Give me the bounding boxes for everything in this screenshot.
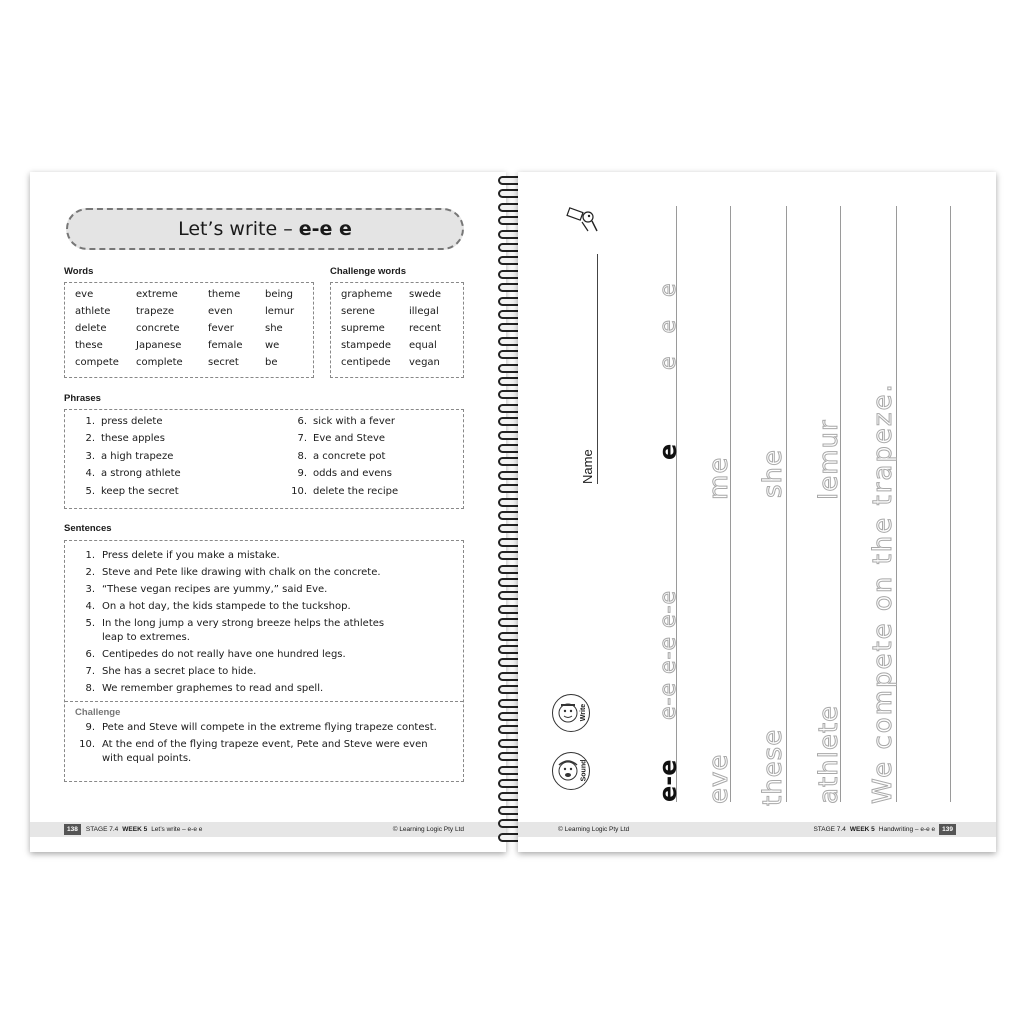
word: even <box>208 306 233 317</box>
challenge-word: stampede <box>341 340 391 351</box>
challenge-label: Challenge <box>65 701 463 719</box>
phrase-item: 10. delete the recipe <box>291 485 399 497</box>
word: being <box>265 289 293 300</box>
mascot-icon <box>564 204 600 234</box>
word: trapeze <box>136 306 175 317</box>
phrase-item: 2. these apples <box>85 433 165 445</box>
phrase-item: 4. a strong athlete <box>85 468 181 480</box>
sentence-item: 3. “These vegan recipes are yummy,” said Eve. <box>85 584 328 595</box>
phrase-item: 7. Eve and Steve <box>297 433 386 445</box>
title-text: Let’s write – <box>178 218 293 240</box>
sentences-box <box>64 540 464 782</box>
challenge-word: serene <box>341 306 375 317</box>
right-footer <box>518 822 996 837</box>
footer-stage: STAGE 7.4 <box>85 826 119 833</box>
sentence-item: 10. At the end of the flying trapeze event, Pete and Steve were even with equal points. <box>79 739 428 764</box>
challenge-word: recent <box>409 323 441 334</box>
word: eve <box>75 289 94 300</box>
right-page <box>518 172 996 852</box>
trace-word: athlete <box>814 704 844 804</box>
phrase-item: 3. a high trapeze <box>85 450 174 462</box>
word: she <box>265 323 283 334</box>
words-column <box>65 283 126 369</box>
sentence-item: 9. Pete and Steve will compete in the extreme flying trapeze contest. <box>85 722 437 733</box>
sentences-label: Sentences <box>64 523 112 534</box>
word: extreme <box>136 289 178 300</box>
word: fever <box>208 323 234 334</box>
footer-copyright: © Learning Logic Pty Ltd <box>392 826 464 833</box>
word: female <box>208 340 243 351</box>
sentence-item: 1. Press delete if you make a mistake. <box>85 550 280 561</box>
phrases-list <box>271 410 461 503</box>
trace-word: eve <box>704 753 734 804</box>
challenge-word: grapheme <box>341 289 393 300</box>
word: be <box>265 357 278 368</box>
words-box <box>64 282 314 378</box>
word: compete <box>75 357 119 368</box>
words-label: Words <box>64 266 94 277</box>
page-number: 139 <box>939 824 956 835</box>
trace-word: she <box>758 448 788 498</box>
footer-copyright: © Learning Logic Pty Ltd <box>558 826 630 833</box>
challenge-words-column <box>331 283 399 369</box>
challenge-words-column <box>399 283 459 369</box>
word: we <box>265 340 280 351</box>
footer-stage: STAGE 7.4 <box>813 826 846 833</box>
footer-week: WEEK 5 <box>122 826 148 833</box>
phrase-item: 5. keep the secret <box>85 485 179 497</box>
model-e-e: e-e <box>654 759 682 802</box>
challenge-word: swede <box>409 289 442 300</box>
write-badge <box>552 694 590 732</box>
words-column <box>255 283 310 369</box>
words-column <box>126 283 198 369</box>
trace-word: me <box>704 456 734 500</box>
footer-section: Handwriting – e-e e <box>878 826 936 833</box>
footer-section: Let’s write – e-e e <box>151 826 203 833</box>
sentences-list <box>65 541 463 697</box>
name-label: Name <box>580 449 595 484</box>
phrase-item: 1. press delete <box>85 416 163 427</box>
word: lemur <box>265 306 295 317</box>
trace-word: lemur <box>814 419 844 500</box>
word: delete <box>75 323 107 334</box>
sentence-item: 6. Centipedes do not really have one hundred legs. <box>85 649 346 660</box>
challenge-word: supreme <box>341 323 385 334</box>
word: these <box>75 340 103 351</box>
guide-line <box>786 206 787 802</box>
sentence-item: 5. In the long jump a very strong breeze helps the athletes leap to extremes. <box>85 618 385 643</box>
left-footer <box>30 822 506 837</box>
sound-badge <box>552 752 590 790</box>
word: complete <box>136 357 183 368</box>
title-grapheme: e-e e <box>298 218 352 240</box>
word: concrete <box>136 323 180 334</box>
word: Japanese <box>136 340 182 351</box>
trace-e: e e e <box>656 275 681 370</box>
guide-line <box>950 206 951 802</box>
model-e: e <box>654 443 682 460</box>
word: theme <box>208 289 241 300</box>
challenge-word: illegal <box>409 306 439 317</box>
word: secret <box>208 357 239 368</box>
phrases-box <box>64 409 464 509</box>
trace-sentence: We compete on the trapeze. <box>868 382 898 804</box>
words-column <box>198 283 255 369</box>
sound-badge-label: Sound <box>580 759 588 782</box>
sentence-item: 2. Steve and Pete like drawing with chalk on the concrete. <box>85 567 381 578</box>
phrase-item: 8. a concrete pot <box>297 450 386 462</box>
footer-week: WEEK 5 <box>849 826 875 833</box>
page-number: 138 <box>64 824 81 835</box>
write-badge-label: Write <box>580 703 588 722</box>
word: athlete <box>75 306 111 317</box>
challenge-words-box <box>330 282 464 378</box>
challenge-word: vegan <box>409 357 440 368</box>
phrase-item: 6. sick with a fever <box>297 416 396 427</box>
phrases-label: Phrases <box>64 393 101 404</box>
sentence-item: 4. On a hot day, the kids stampede to the tuckshop. <box>85 601 351 612</box>
page-title <box>66 208 464 250</box>
challenge-word: centipede <box>341 357 391 368</box>
phrases-list <box>65 410 271 503</box>
trace-e-e: e-e e-e e-e <box>656 589 681 720</box>
challenge-words-label: Challenge words <box>330 266 407 277</box>
challenge-sentences-list <box>65 719 463 766</box>
sentence-item: 7. She has a secret place to hide. <box>85 666 257 677</box>
phrase-item: 9. odds and evens <box>297 468 392 480</box>
challenge-word: equal <box>409 340 437 351</box>
trace-word: these <box>758 728 788 806</box>
guide-line <box>730 206 731 802</box>
name-line <box>597 254 598 484</box>
sentence-item: 8. We remember graphemes to read and spell. <box>85 683 324 694</box>
left-page <box>30 172 506 852</box>
